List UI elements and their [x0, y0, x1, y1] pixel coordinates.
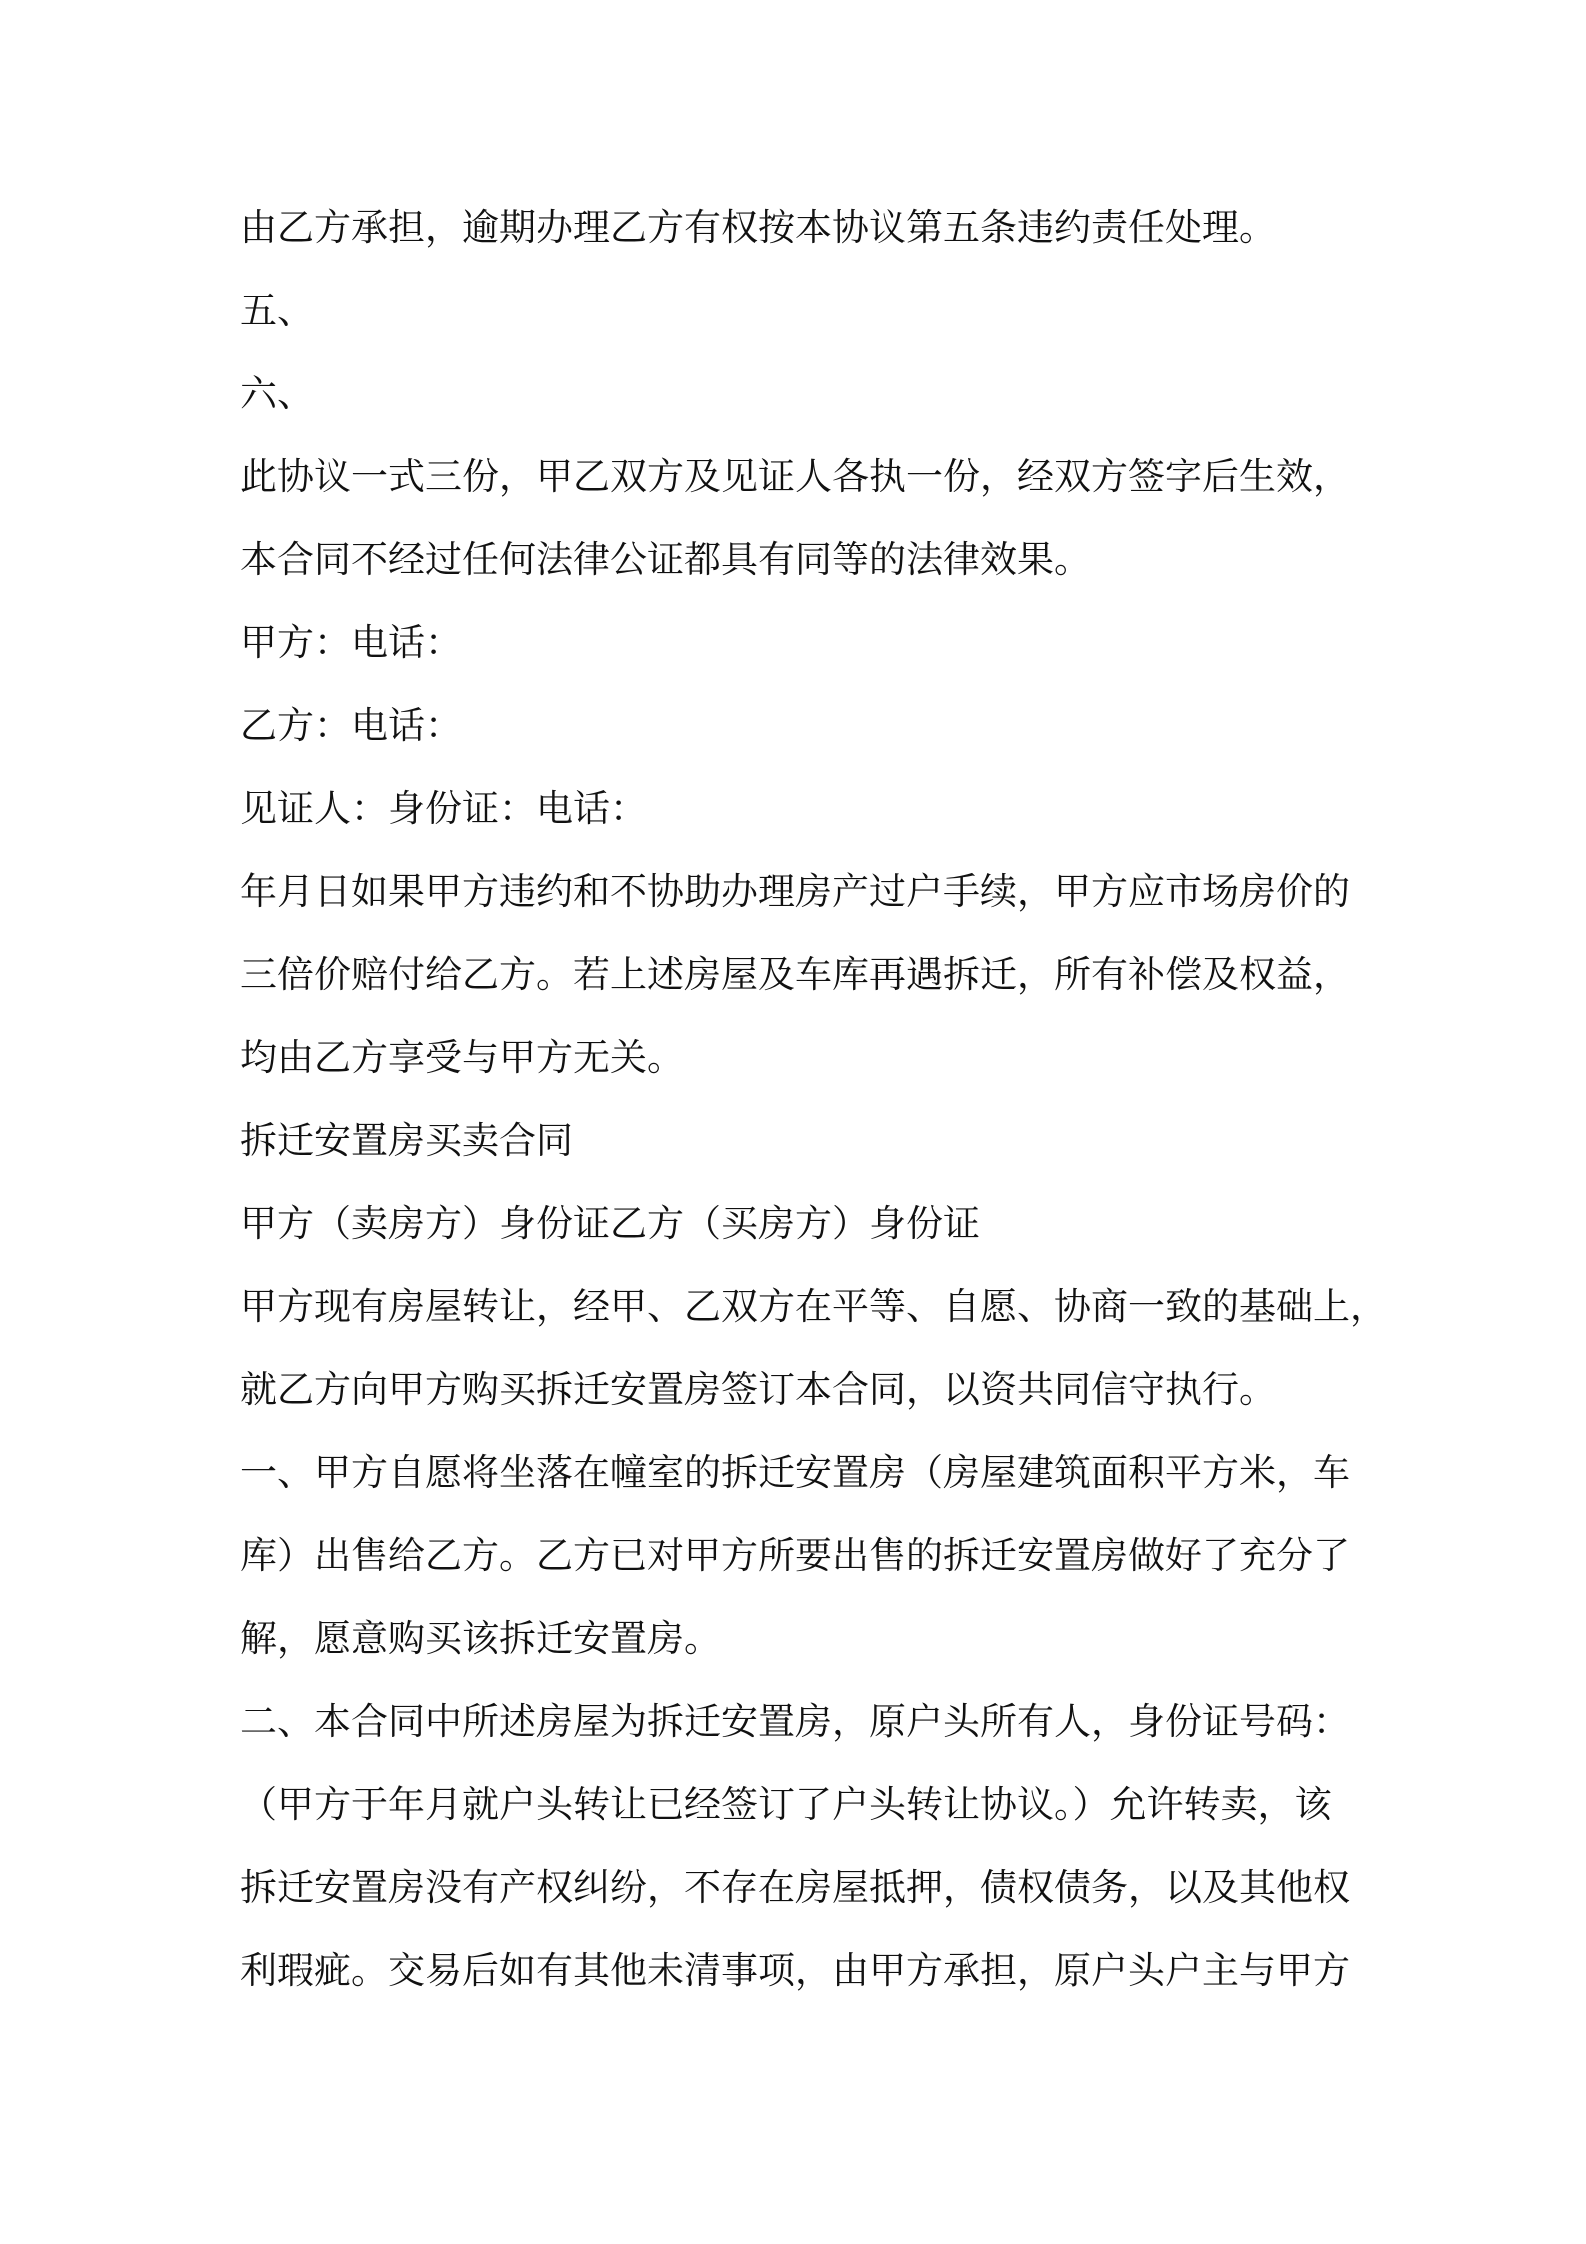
paragraph-line: 就乙方向甲方购买拆迁安置房签订本合同，以资共同信守执行。: [240, 1368, 1276, 1411]
paragraph-line: 此协议一式三份，甲乙双方及见证人各执一份，经双方签字后生效，: [240, 455, 1350, 498]
paragraph-line: 解，愿意购买该拆迁安置房。: [240, 1617, 721, 1660]
paragraph-line: （甲方于年月就户头转让已经签订了户头转让协议。）允许转卖，该: [240, 1783, 1332, 1826]
party-b-signature-line: 乙方：电话：: [240, 704, 462, 747]
paragraph-line: 均由乙方享受与甲方无关。: [240, 1036, 684, 1079]
paragraph-line: 拆迁安置房没有产权纠纷，不存在房屋抵押，债权债务，以及其他权: [240, 1866, 1350, 1909]
paragraph-line: 本合同不经过任何法律公证都具有同等的法律效果。: [240, 538, 1091, 581]
paragraph-line: 三倍价赔付给乙方。若上述房屋及车库再遇拆迁，所有补偿及权益，: [240, 953, 1350, 996]
parties-line: 甲方（卖房方）身份证乙方（买房方）身份证: [240, 1202, 980, 1245]
clause-one-line: 一、甲方自愿将坐落在幢室的拆迁安置房（房屋建筑面积平方米，车: [240, 1451, 1350, 1494]
paragraph-line: 由乙方承担，逾期办理乙方有权按本协议第五条违约责任处理。: [240, 206, 1276, 249]
paragraph-line: 利瑕疵。交易后如有其他未清事项，由甲方承担，原户头户主与甲方: [240, 1949, 1350, 1992]
paragraph-line: 甲方现有房屋转让，经甲、乙双方在平等、自愿、协商一致的基础上，: [240, 1285, 1387, 1328]
paragraph-line: 年月日如果甲方违约和不协助办理房产过户手续，甲方应市场房价的: [240, 870, 1350, 913]
clause-number-six: 六、: [240, 372, 314, 415]
witness-signature-line: 见证人：身份证：电话：: [240, 787, 647, 830]
clause-two-line: 二、本合同中所述房屋为拆迁安置房，原户头所有人，身份证号码：: [240, 1700, 1350, 1743]
contract-title: 拆迁安置房买卖合同: [240, 1119, 573, 1162]
party-a-signature-line: 甲方：电话：: [240, 621, 462, 664]
paragraph-line: 库）出售给乙方。乙方已对甲方所要出售的拆迁安置房做好了充分了: [240, 1534, 1350, 1577]
clause-number-five: 五、: [240, 289, 314, 332]
